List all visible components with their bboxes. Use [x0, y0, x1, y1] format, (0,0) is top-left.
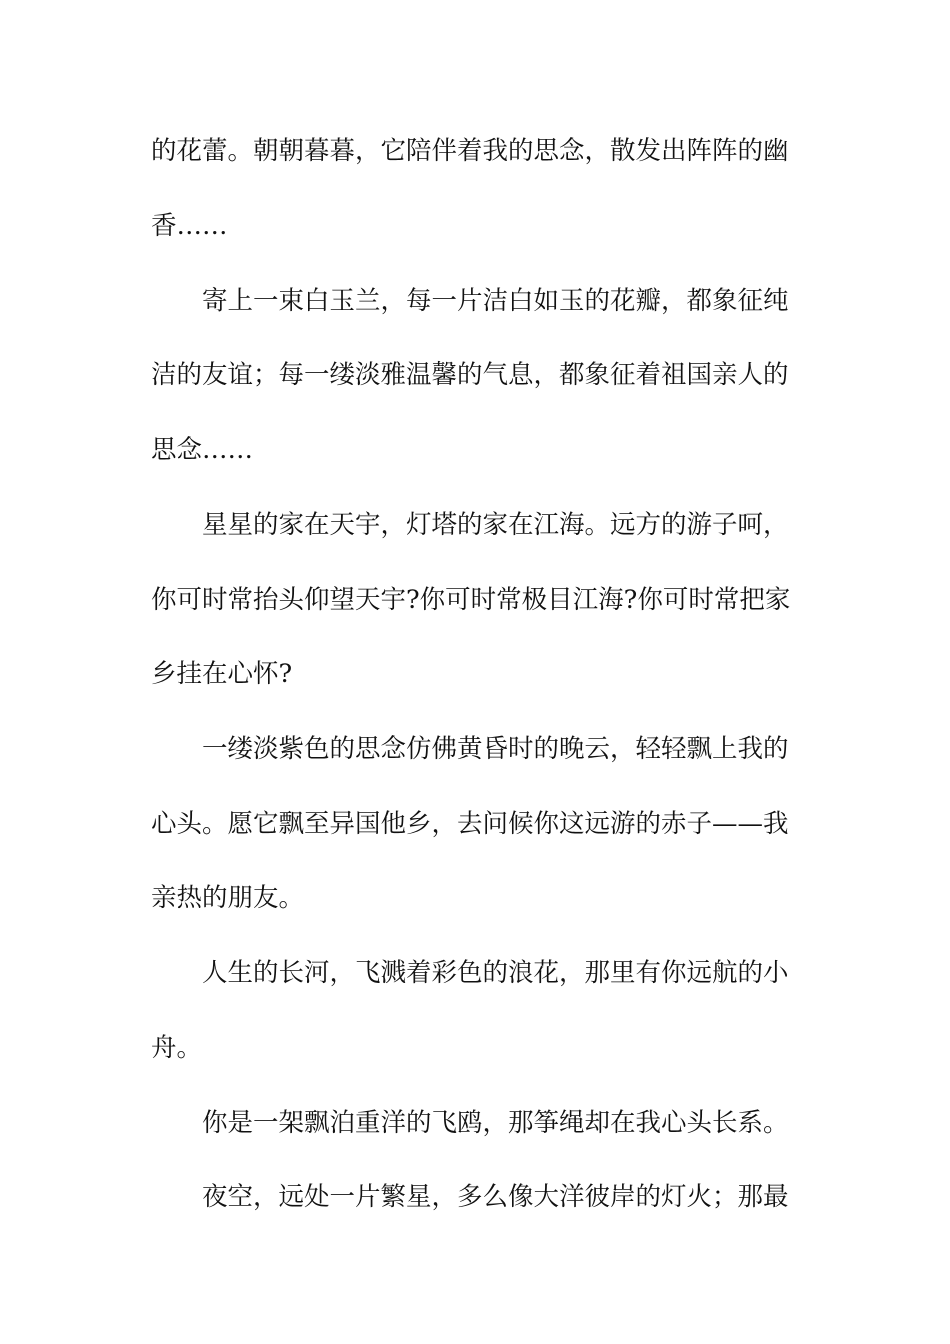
text-line: 寄上一束白玉兰，每一片洁白如玉的花瓣，都象征纯 — [202, 286, 789, 316]
text-line: 亲热的朋友。 — [151, 883, 305, 913]
text-line: 你可时常抬头仰望天宇?你可时常极目江海?你可时常把家 — [151, 585, 791, 615]
text-line: 星星的家在天宇，灯塔的家在江海。远方的游子呵， — [202, 510, 789, 540]
text-line: 人生的长河，飞溅着彩色的浪花，那里有你远航的小 — [202, 958, 789, 988]
text-line: 香…… — [151, 211, 228, 241]
text-line: 乡挂在心怀? — [151, 659, 293, 689]
text-line: 思念…… — [151, 435, 254, 465]
text-line: 一缕淡紫色的思念仿佛黄昏时的晚云，轻轻飘上我的 — [202, 734, 789, 764]
text-line: 洁的友谊；每一缕淡雅温馨的气息，都象征着祖国亲人的 — [151, 360, 789, 390]
text-line: 夜空，远处一片繁星，多么像大洋彼岸的灯火；那最 — [202, 1182, 789, 1212]
text-line: 的花蕾。朝朝暮暮，它陪伴着我的思念，散发出阵阵的幽 — [151, 136, 789, 166]
text-line: 心头。愿它飘至异国他乡，去问候你这远游的赤子——我 — [151, 809, 789, 839]
text-line: 你是一架飘泊重洋的飞鸥，那筝绳却在我心头长系。 — [202, 1108, 789, 1138]
text-line: 舟。 — [151, 1033, 203, 1063]
